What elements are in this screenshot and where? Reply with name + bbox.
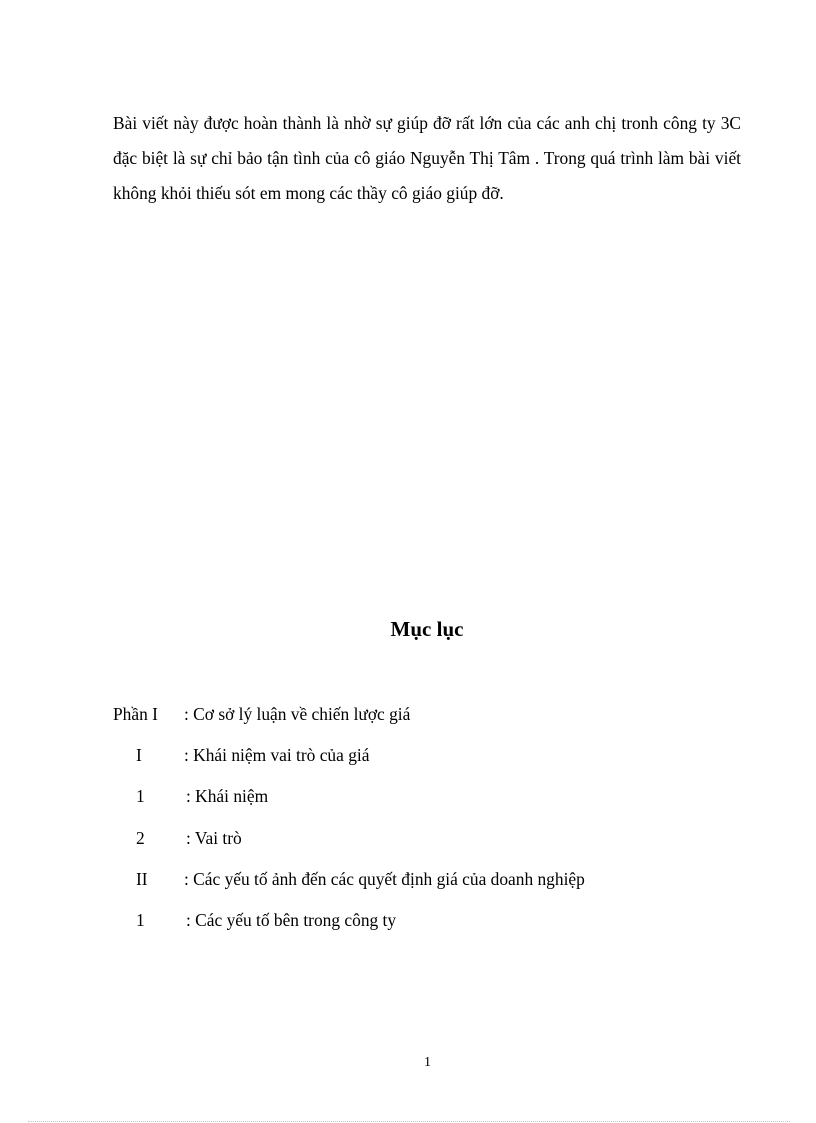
table-of-contents-list bbox=[113, 700, 753, 947]
toc-entry-number: Phần I bbox=[113, 704, 158, 724]
toc-entry-number: 1 bbox=[136, 786, 145, 807]
toc-entry-title: : Các yếu tố bên trong công ty bbox=[186, 909, 397, 930]
toc-entry-title: : Khái niệm vai trò của giá bbox=[184, 745, 370, 766]
toc-entry-number: I bbox=[136, 745, 142, 766]
toc-entry-part-1 bbox=[113, 700, 753, 741]
page-bottom-edge bbox=[28, 1121, 790, 1122]
toc-entry-section-2 bbox=[113, 865, 753, 906]
acknowledgement-paragraph: Bài viết này được hoàn thành là nhờ sự giúp đỡ rất lớn của các anh chị tronh công ty 3C đặc biệt là sự chỉ bảo tận tình của cô giáo Nguyễn Thị Tâm . Trong quá trình làm bài viết không khỏi thiếu sót em mong các thầy cô giáo giúp đỡ. bbox=[113, 113, 741, 203]
toc-entry-subsection-2 bbox=[113, 824, 753, 865]
toc-entry-number: 1 bbox=[136, 909, 145, 930]
toc-entry-number: 2 bbox=[136, 827, 145, 848]
toc-entry-number: II bbox=[136, 868, 148, 889]
page-number: 1 bbox=[424, 1055, 431, 1070]
table-of-contents-title: Mục lục bbox=[390, 617, 464, 641]
toc-entry-subsection-1 bbox=[113, 782, 753, 823]
toc-entry-subsection-3 bbox=[113, 906, 753, 947]
toc-entry-title: : Khái niệm bbox=[186, 786, 269, 807]
toc-entry-title: : Các yếu tố ảnh đến các quyết định giá của doanh nghiệp bbox=[184, 868, 585, 889]
toc-entry-title: : Vai trò bbox=[186, 827, 242, 848]
toc-entry-section-1 bbox=[113, 741, 753, 782]
toc-entry-title: : Cơ sở lý luận về chiến lược giá bbox=[184, 704, 411, 724]
